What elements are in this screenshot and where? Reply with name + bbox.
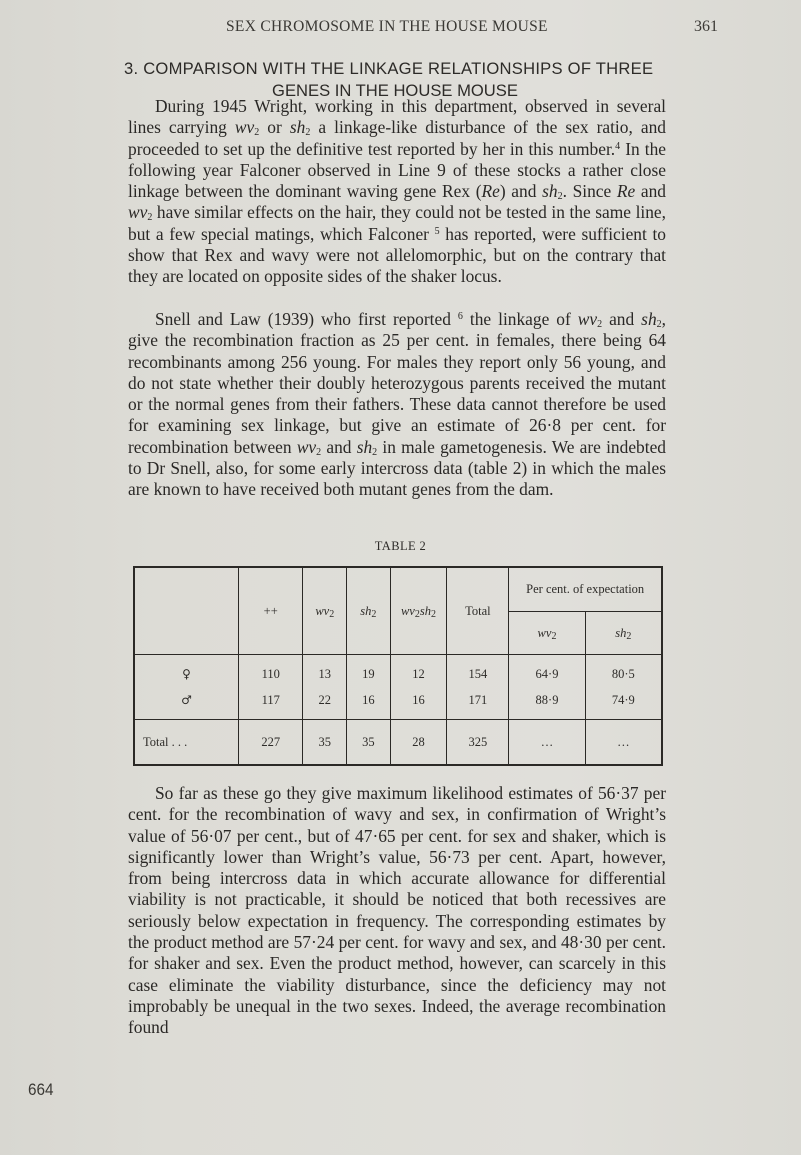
- cell-wv2: 13 22: [303, 655, 347, 720]
- running-title: SEX CHROMOSOME IN THE HOUSE MOUSE: [226, 18, 548, 35]
- data-table: [133, 566, 663, 766]
- header-pc-sh2: $sh_2$: [585, 612, 662, 655]
- row-label-cell: [134, 655, 239, 720]
- cell-wv2sh2: 12 16: [390, 655, 447, 720]
- cell-pc-sh2: 80·5 74·9: [585, 655, 662, 720]
- section-heading-line-1: 3. COMPARISON WITH THE LINKAGE RELATIONSHIPS OF THREE: [124, 59, 654, 78]
- cell-sh2: 19 16: [347, 655, 390, 720]
- footnote-ref-4: 4: [615, 140, 621, 152]
- total-wv2sh2: 28: [390, 720, 447, 766]
- cell-pc-wv2: 64·9 88·9: [509, 655, 585, 720]
- header-total: Total: [447, 567, 509, 655]
- total-wv2: 35: [303, 720, 347, 766]
- paragraph-2: Snell and Law (1939) who first reported $^6$ the linkage of $wv_2$ and $sh_2$, give the recombination fraction as 25 per cent. in females, there being 64 recombinants among 256 young. For males they report only 56 young, and do not state whether their doubly heterozygous parents received the mutant or the normal genes from their fathers. These data cannot therefore be used for examining sex linkage, but give an estimate of 26·8 per cent. for recombination between $wv_2$ and $sh_2$ in male gametogenesis. We are indebted to Dr Snell, also, for some early intercross data (table 2) in which the males are known to have received both mutant genes from the dam.: [128, 309, 666, 500]
- male-symbol: ♂: [181, 693, 192, 707]
- total-pc-sh2: …: [585, 720, 662, 766]
- total-total: 325: [447, 720, 509, 766]
- cell-plusplus: 110 117: [239, 655, 303, 720]
- table-row-total: [134, 720, 662, 766]
- cell-total: 154 171: [447, 655, 509, 720]
- header-sh2: $sh_2$: [347, 567, 390, 655]
- total-label: Total . . .: [134, 720, 239, 766]
- header-wv2sh2: $wv_2sh_2$: [390, 567, 447, 655]
- footnote-ref-6: 6: [457, 311, 463, 322]
- total-plusplus: 227: [239, 720, 303, 766]
- paragraph-1: During 1945 Wright, working in this department, observed in several lines carrying $wv_2$ or $sh_2$ a linkage-like disturbance of the sex ratio, and proceeded to set up the definitive test reported by her in this number.$^4$ In the following year Falconer observed in Line 9 of these stocks a rather close linkage between the dominant waving gene Rex (Re) and $sh_2$. Since Re and $wv_2$ have similar effects on the hair, they could not be tested in the same line, but a few special matings, which Falconer $^5$ has reported, were sufficient to show that Rex and wavy were not allelomorphic, but on the contrary that they are located on opposite sides of the shaker locus.: [128, 96, 666, 287]
- header-pc-wv2: $wv_2$: [509, 612, 585, 655]
- total-sh2: 35: [347, 720, 390, 766]
- table-caption: TABLE 2: [374, 539, 427, 553]
- header-wv2: $wv_2$: [303, 567, 347, 655]
- table-row-sexes: [134, 655, 662, 720]
- total-pc-wv2: …: [509, 720, 585, 766]
- page-number-top: 361: [694, 18, 718, 35]
- footnote-ref-5: 5: [434, 225, 440, 237]
- header-per-cent-expectation: Per cent. of expectation: [509, 567, 662, 612]
- page-number-bottom: 664: [28, 1080, 54, 1099]
- section-heading-line-2: GENES IN THE HOUSE MOUSE: [272, 81, 518, 100]
- female-symbol: ♀: [182, 667, 191, 681]
- header-empty-cell: [134, 567, 239, 655]
- paragraph-3: So far as these go they give maximum likelihood estimates of 56·37 per cent. for the recombination of wavy and sex, in confirmation of Wright’s value of 56·07 per cent., but of 47·65 per cent. for sex and shaker, which is significantly lower than Wright’s value, 56·73 per cent. Apart, however, from being intercross data in which accurate allowance for differential viability is not practicable, it should be noticed that both recessives are seriously below expectation in frequency. The corresponding estimates by the product method are 57·24 per cent. for wavy and sex, and 48·30 per cent. for shaker and sex. Even the product method, however, can scarcely in this case eliminate the viability disturbance, since the deficiency may not improbably be unequal in the two sexes. Indeed, the average recombination found: [128, 783, 666, 1038]
- running-header: [0, 18, 801, 42]
- header-plusplus: ++: [239, 567, 303, 655]
